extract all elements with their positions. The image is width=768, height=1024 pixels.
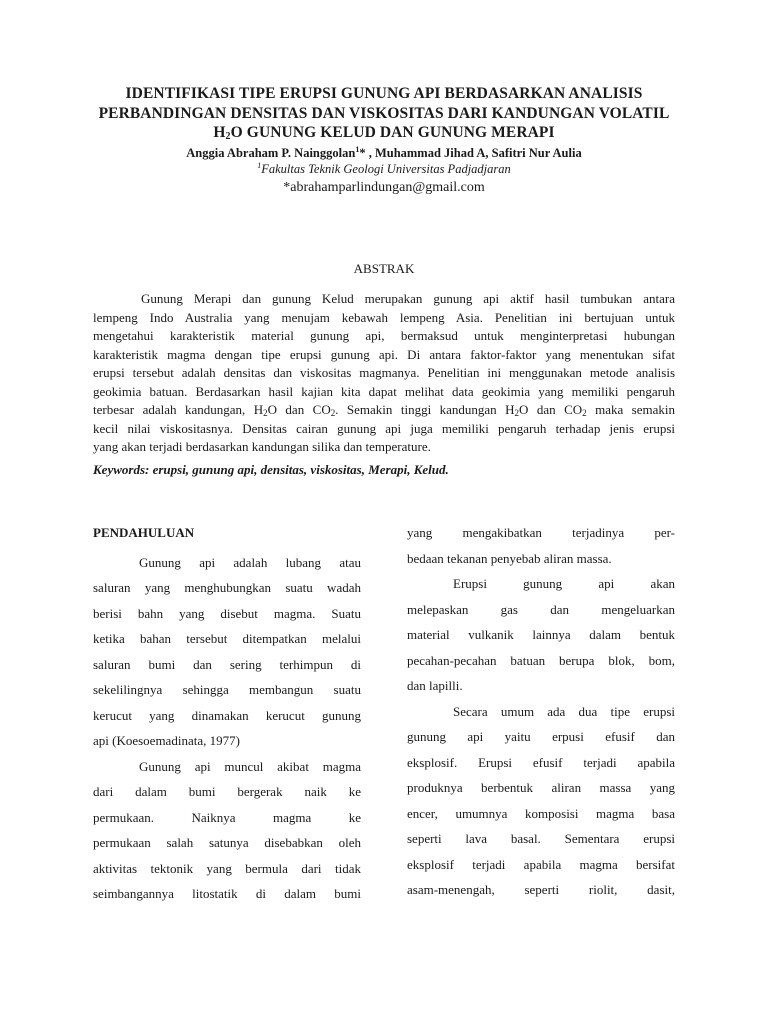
abstract-l7-b: O dan CO <box>267 402 331 417</box>
abstract-line-2: lempeng Indo Australia yang menujam kebawah lempeng Asia. Penelitian ini bertujuan untuk <box>93 309 675 325</box>
title-line-1: IDENTIFIKASI TIPE ERUPSI GUNUNG API BERDASARKAN ANALISIS <box>125 85 643 102</box>
author-list <box>40 145 728 161</box>
section-heading: PENDAHULUAN <box>93 525 195 540</box>
abstract-l7-sub-4: 2 <box>582 408 587 418</box>
body-line: sekelilingnya sehingga membangun suatu <box>93 682 361 697</box>
right-column <box>407 520 675 903</box>
body-line: eksplosif terjadi apabila magma bersifat <box>407 856 675 872</box>
author-rest: * , Muhammad Jihad A, Safitri Nur Aulia <box>359 146 582 160</box>
abstract-l7-sub-2: 2 <box>330 408 336 418</box>
author-email: *abrahamparlindungan@gmail.com <box>283 180 485 195</box>
abstract-line-3: mengetahui karakteristik material gunung api, bermaksud untuk menginterpretasi hubungan <box>93 328 675 343</box>
abstract-l7-sub-1: 2 <box>263 408 268 418</box>
abstract-line-8: kecil nilai viskositasnya. Densitas cairan gunung api juga memiliki pengaruh terhadap jenis erupsi <box>93 420 675 436</box>
affil-text: Fakultas Teknik Geologi Universitas Padjadjaran <box>261 162 511 176</box>
abstract-line-6: geokimia batuan. Berdasarkan hasil kajian kita dapat melihat data geokimia yang memiliki pengaruh <box>93 383 675 399</box>
abstract-l7-e: maka semakin <box>586 402 676 417</box>
abstract-l7-d: O dan CO <box>519 402 583 417</box>
body-line: encer, umumnya komposisi magma basa <box>407 805 675 821</box>
title-subscript: 2 <box>225 131 231 142</box>
title-line-3-post: O GUNUNG KELUD DAN GUNUNG MERAPI <box>230 124 555 141</box>
abstract-line-9: yang akan terjadi berdasarkan kandungan silika dan temperature. <box>93 439 431 454</box>
body-line: pecahan-pecahan batuan berupa blok, bom, <box>407 652 675 668</box>
affiliation <box>40 161 728 177</box>
body-line: Gunung api muncul akibat magma <box>139 758 361 774</box>
body-line: Gunung api adalah lubang atau <box>139 554 361 570</box>
body-line: yang mengakibatkan terjadinya per- <box>407 525 675 540</box>
body-line: kerucut yang dinamakan kerucut gunung <box>93 707 361 723</box>
body-line: permukaan salah satunya disebabkan oleh <box>93 835 361 850</box>
body-line: eksplosif. Erupsi efusif terjadi apabila <box>407 754 675 770</box>
abstract-line-7 <box>93 401 675 420</box>
abstract-body <box>93 290 675 457</box>
title-line-3 <box>40 123 728 143</box>
abstract-l7-sub-3: 2 <box>514 408 520 418</box>
abstract-l7-c: . Semakin tinggi kandungan H <box>335 402 515 417</box>
body-line: asam-menengah, seperti riolit, dasit, <box>407 882 675 897</box>
body-line: bedaan tekanan penyebab aliran massa. <box>407 550 612 566</box>
title-line-2: PERBANDINGAN DENSITAS DAN VISKOSITAS DARI KANDUNGAN VOLATIL <box>98 104 670 122</box>
body-line: gunung api yaitu erpusi efusif dan <box>407 729 675 744</box>
body-line: seimbangannya litostatik di dalam bumi <box>93 886 361 901</box>
body-line: saluran bumi dan sering terhimpun di <box>93 656 361 672</box>
affil-mark: 1 <box>257 161 262 170</box>
body-line: seperti lava basal. Sementara erupsi <box>407 831 675 846</box>
abstract-heading: ABSTRAK <box>353 261 415 276</box>
author-affil-mark: 1 <box>355 145 360 154</box>
body-line: Secara umum ada dua tipe erupsi <box>453 703 675 719</box>
body-line: aktivitas tektonik yang bermula dari tidak <box>93 860 361 876</box>
body-line: dari dalam bumi bergerak naik ke <box>93 784 361 799</box>
body-line: Erupsi gunung api akan <box>453 576 675 591</box>
body-line: dan lapilli. <box>407 678 463 693</box>
body-line: saluran yang menghubungkan suatu wadah <box>93 580 361 595</box>
left-column <box>93 520 361 907</box>
body-line: api (Koesoemadinata, 1977) <box>93 733 240 748</box>
abstract-line-5: erupsi tersebut adalah densitas dan viskositas magmanya. Penelitian ini menggunakan metode analisis <box>93 365 675 380</box>
body-line: melepaskan gas dan mengeluarkan <box>407 601 675 617</box>
abstract-line-1: Gunung Merapi dan gunung Kelud merupakan gunung api aktif hasil tumbukan antara <box>141 291 675 306</box>
body-line: ketika bahan tersebut ditempatkan melalui <box>93 631 361 646</box>
title-line-3-pre: H <box>213 124 226 141</box>
body-line: berisi bahn yang disebut magma. Suatu <box>93 605 361 621</box>
abstract-l7-a: terbesar adalah kandungan, H <box>93 402 264 417</box>
keywords: Keywords: erupsi, gunung api, densitas, viskositas, Merapi, Kelud. <box>93 462 449 477</box>
body-line: material vulkanik lainnya dalam bentuk <box>407 627 675 642</box>
body-line: produknya berbentuk aliran massa yang <box>407 780 675 795</box>
paper-title <box>40 84 728 143</box>
body-line: permukaan. Naiknya magma ke <box>93 809 361 825</box>
abstract-line-4: karakteristik magma dengan tipe erupsi gunung api. Di antara faktor-faktor yang menentukan sifat <box>93 346 675 362</box>
author-first: Anggia Abraham P. Nainggolan <box>186 146 356 160</box>
